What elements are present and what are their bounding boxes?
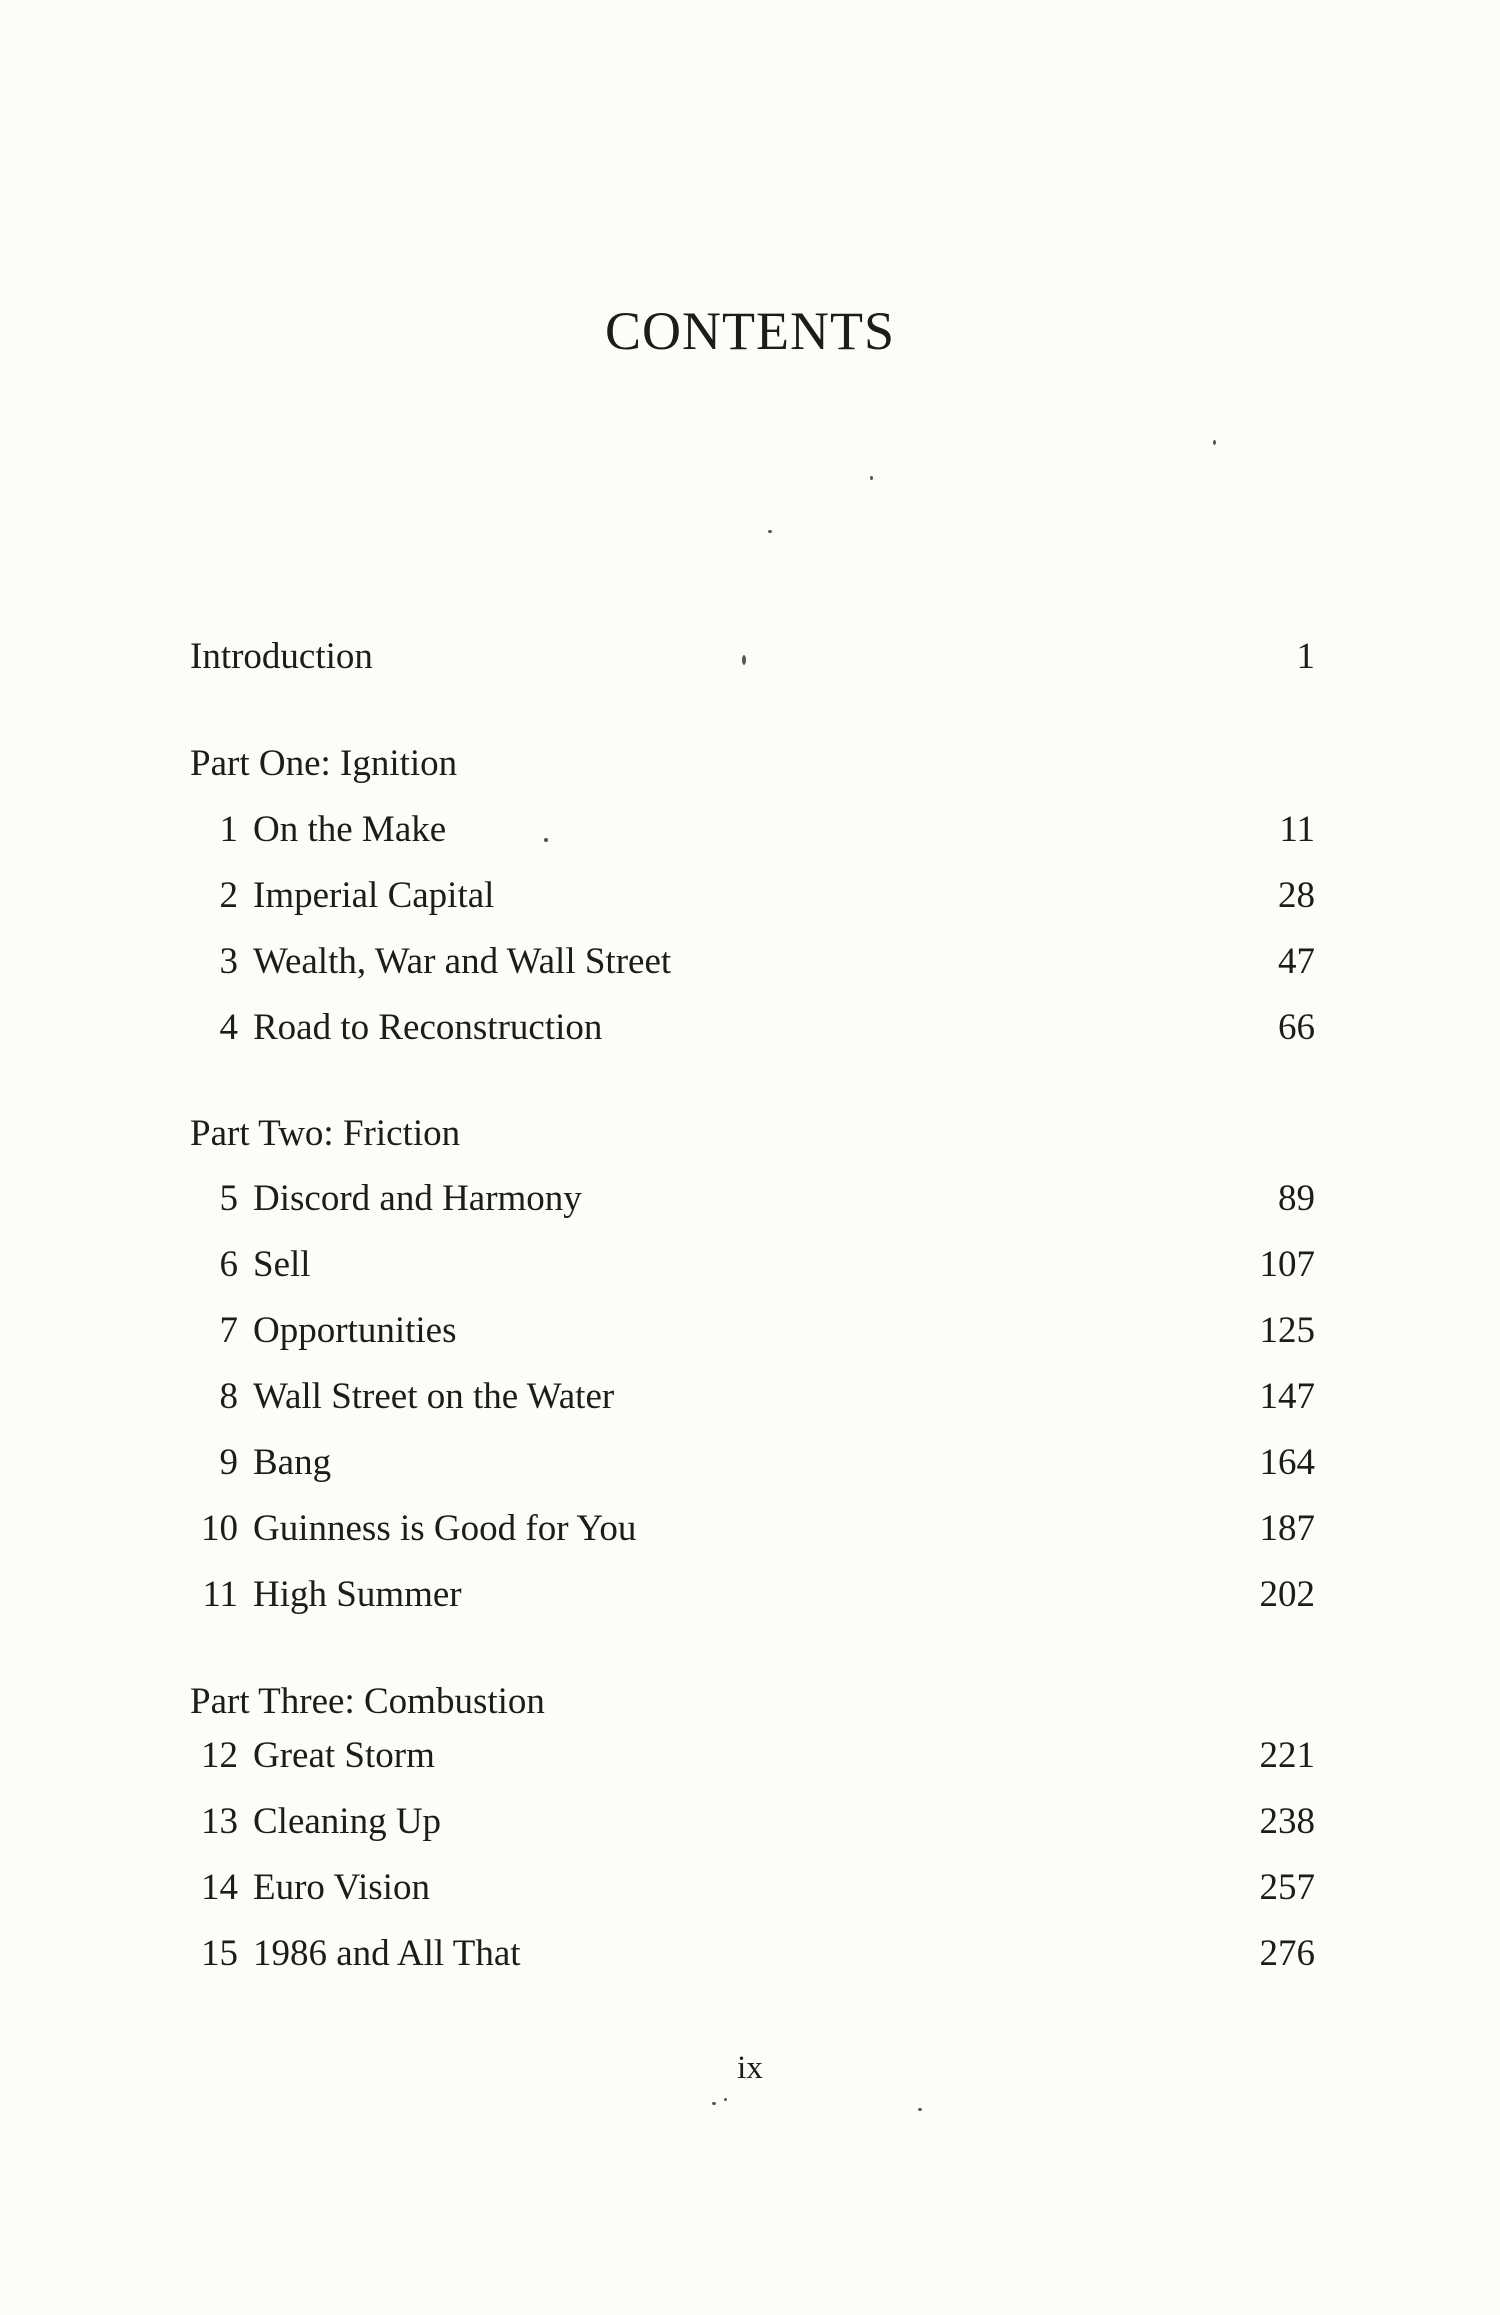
part-heading-two: Part Two: Friction <box>190 1113 461 1154</box>
toc-entry[interactable] <box>190 1372 1315 1422</box>
chapter-page: 89 <box>1278 1178 1315 1219</box>
toc-entry[interactable] <box>190 1570 1315 1620</box>
scan-speck <box>918 2108 922 2111</box>
chapter-number: 9 <box>219 1442 238 1483</box>
toc-entry[interactable] <box>190 1797 1315 1847</box>
chapter-page: 66 <box>1278 1007 1315 1048</box>
chapter-title: Opportunities <box>253 1310 457 1351</box>
chapter-number: 6 <box>219 1244 238 1285</box>
toc-entry[interactable] <box>190 1863 1315 1913</box>
scan-speck <box>544 838 548 842</box>
scan-speck <box>724 2098 727 2101</box>
chapter-page: 238 <box>1259 1801 1315 1842</box>
chapter-number: 10 <box>201 1508 238 1549</box>
chapter-number: 2 <box>219 875 238 916</box>
chapter-title: Euro Vision <box>253 1867 430 1908</box>
scan-speck <box>712 2102 716 2105</box>
chapter-number: 12 <box>201 1735 238 1776</box>
chapter-number: 8 <box>219 1376 238 1417</box>
chapter-title: Great Storm <box>253 1735 435 1776</box>
toc-entry[interactable] <box>190 805 1315 855</box>
chapter-page: 147 <box>1259 1376 1315 1417</box>
toc-entry-title: Introduction <box>190 636 373 677</box>
chapter-title: Wealth, War and Wall Street <box>253 941 672 982</box>
scan-speck <box>870 476 873 480</box>
chapter-title: High Summer <box>253 1574 462 1615</box>
chapter-title: Imperial Capital <box>253 875 495 916</box>
chapter-number: 15 <box>201 1933 238 1974</box>
page-title: CONTENTS <box>605 301 895 361</box>
toc-entry[interactable] <box>190 1240 1315 1290</box>
toc-entry[interactable] <box>190 1003 1315 1053</box>
chapter-title: Wall Street on the Water <box>253 1376 615 1417</box>
toc-entry-page: 1 <box>1296 636 1315 677</box>
toc-entry[interactable] <box>190 1306 1315 1356</box>
toc-entry[interactable] <box>190 937 1315 987</box>
chapter-number: 5 <box>219 1178 238 1219</box>
chapter-page: 187 <box>1259 1508 1315 1549</box>
part-heading-one: Part One: Ignition <box>190 743 458 784</box>
scan-speck <box>742 655 746 665</box>
chapter-number: 1 <box>219 809 238 850</box>
page-number: ix <box>737 2050 763 2086</box>
chapter-number: 3 <box>219 941 238 982</box>
toc-entry[interactable] <box>190 1731 1315 1781</box>
chapter-title: 1986 and All That <box>253 1933 521 1974</box>
chapter-title: Cleaning Up <box>253 1801 442 1842</box>
chapter-number: 4 <box>219 1007 238 1048</box>
toc-entry[interactable] <box>190 871 1315 921</box>
toc-entry-introduction[interactable] <box>190 632 1315 682</box>
chapter-page: 125 <box>1259 1310 1315 1351</box>
toc-entry[interactable] <box>190 1438 1315 1488</box>
chapter-number: 7 <box>219 1310 238 1351</box>
scan-speck <box>1213 440 1216 445</box>
chapter-title: Discord and Harmony <box>253 1178 582 1219</box>
toc-entry[interactable] <box>190 1174 1315 1224</box>
chapter-page: 202 <box>1259 1574 1315 1615</box>
chapter-number: 11 <box>202 1574 238 1615</box>
chapter-number: 13 <box>201 1801 238 1842</box>
toc-entry[interactable] <box>190 1504 1315 1554</box>
chapter-title: On the Make <box>253 809 447 850</box>
chapter-page: 28 <box>1278 875 1315 916</box>
toc-entry[interactable] <box>190 1929 1315 1979</box>
chapter-page: 257 <box>1259 1867 1315 1908</box>
chapter-title: Road to Reconstruction <box>253 1007 603 1048</box>
chapter-number: 14 <box>201 1867 238 1908</box>
chapter-page: 107 <box>1259 1244 1315 1285</box>
part-heading-three: Part Three: Combustion <box>190 1681 545 1722</box>
chapter-page: 47 <box>1278 941 1315 982</box>
chapter-title: Bang <box>253 1442 332 1483</box>
chapter-page: 221 <box>1259 1735 1315 1776</box>
chapter-title: Guinness is Good for You <box>253 1508 637 1549</box>
chapter-page: 11 <box>1279 809 1315 850</box>
chapter-title: Sell <box>253 1244 311 1285</box>
chapter-page: 164 <box>1259 1442 1315 1483</box>
scan-speck <box>768 530 772 533</box>
chapter-page: 276 <box>1259 1933 1315 1974</box>
